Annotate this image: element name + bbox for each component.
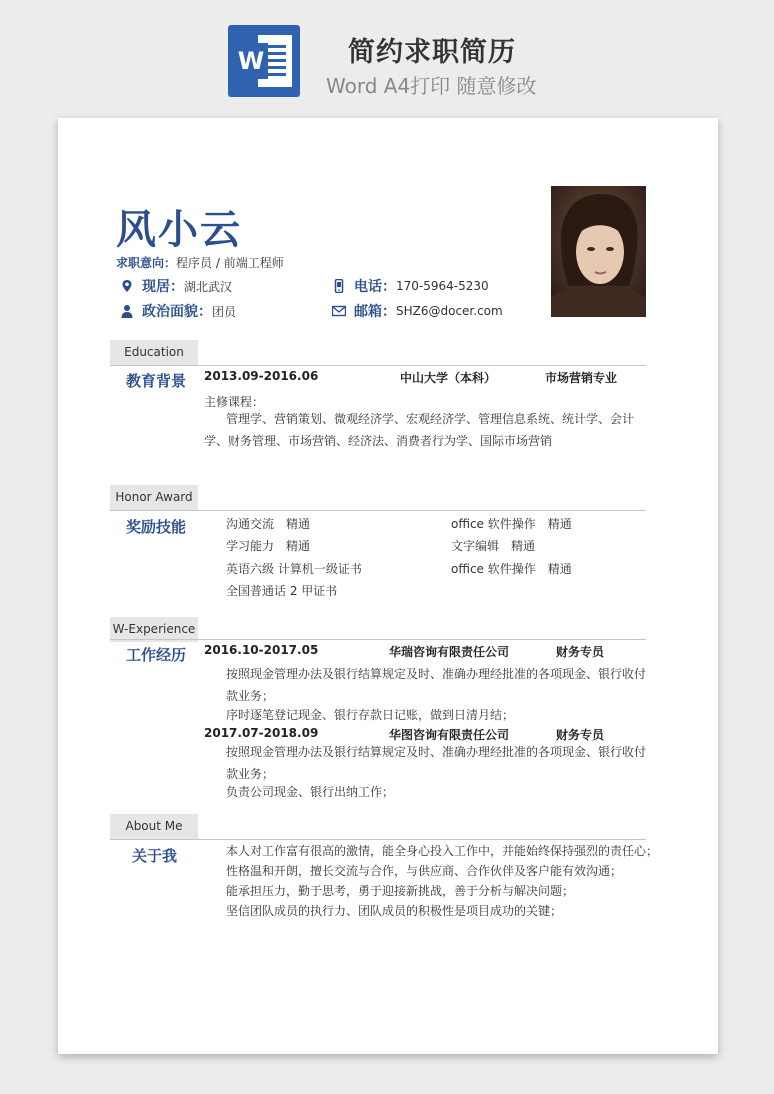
politics-value: 团员 bbox=[212, 304, 237, 319]
skill-item: 学习能力 精通 bbox=[226, 539, 311, 553]
word-logo-icon bbox=[228, 25, 300, 97]
education-divider bbox=[110, 365, 646, 366]
about-title: 关于我 bbox=[132, 847, 178, 865]
skills-title: 奖励技能 bbox=[126, 518, 187, 536]
email-value: SHZ6@docer.com bbox=[396, 304, 503, 318]
job-duty: 按照现金管理办法及银行结算规定及时、准确办理经批准的各项现金、银行收付款业务； bbox=[226, 667, 647, 703]
courses-label: 主修课程： bbox=[204, 395, 265, 409]
job-role: 财务专员 bbox=[556, 645, 605, 659]
banner-subtitle: Word A4打印 随意修改 bbox=[326, 74, 537, 98]
location-row bbox=[120, 276, 232, 296]
skill-item: 沟通交流 精通 bbox=[226, 517, 311, 531]
phone-row bbox=[332, 276, 489, 296]
job-date: 2017.07-2018.09 bbox=[204, 726, 319, 740]
skill-item: office 软件操作 精通 bbox=[451, 517, 572, 531]
email-label: 邮箱： bbox=[354, 304, 396, 320]
about-line: 坚信团队成员的执行力、团队成员的积极性是项目成功的关键； bbox=[226, 904, 563, 918]
job-intent bbox=[116, 254, 284, 271]
education-school: 中山大学（本科） bbox=[400, 371, 497, 385]
location-label: 现居： bbox=[142, 279, 184, 295]
about-me-divider bbox=[110, 839, 646, 840]
about-line: 本人对工作富有很高的激情，能全身心投入工作中，并能始终保持强烈的责任心； bbox=[226, 844, 659, 858]
work-experience-tab: W-Experience bbox=[110, 617, 198, 642]
job-duty: 按照现金管理办法及银行结算规定及时、准确办理经批准的各项现金、银行收付款业务； bbox=[226, 745, 647, 781]
education-tab: Education bbox=[110, 340, 198, 365]
banner-title: 简约求职简历 bbox=[348, 37, 516, 68]
header-banner bbox=[0, 0, 774, 110]
job-intent-label: 求职意向： bbox=[116, 256, 177, 270]
education-date: 2013.09-2016.06 bbox=[204, 369, 319, 383]
about-line: 能承担压力，勤于思考，勇于迎接新挑战，善于分析与解决问题； bbox=[226, 884, 575, 898]
job-date: 2016.10-2017.05 bbox=[204, 643, 319, 657]
job-duty: 序时逐笔登记现金、银行存款日记账，做到日清月结； bbox=[226, 708, 515, 722]
location-pin-icon bbox=[120, 279, 134, 293]
job-role: 财务专员 bbox=[556, 728, 605, 742]
envelope-icon bbox=[332, 304, 346, 318]
word-logo-letter: W bbox=[234, 43, 268, 79]
politics-row bbox=[120, 301, 236, 321]
location-value: 湖北武汉 bbox=[184, 279, 233, 294]
phone-label: 电话： bbox=[354, 279, 396, 295]
courses-text: 管理学、营销策划、微观经济学、宏观经济学、管理信息系统、统计学、会计学、财务管理、市场营销、经济法、消费者行为学、国际市场营销 bbox=[204, 412, 635, 448]
job-company: 华图咨询有限责任公司 bbox=[389, 728, 510, 742]
skill-item: 英语六级 计算机一级证书 bbox=[226, 562, 362, 576]
education-major: 市场营销专业 bbox=[545, 371, 618, 385]
skill-item: office 软件操作 精通 bbox=[451, 562, 572, 576]
candidate-name: 风小云 bbox=[116, 207, 242, 253]
phone-value: 170-5964-5230 bbox=[396, 279, 489, 293]
work-title: 工作经历 bbox=[126, 646, 187, 664]
education-title: 教育背景 bbox=[126, 372, 187, 390]
phone-icon bbox=[332, 279, 346, 293]
job-company: 华瑞咨询有限责任公司 bbox=[389, 645, 510, 659]
about-me-tab: About Me bbox=[110, 814, 198, 839]
job-duty: 负责公司现金、银行出纳工作； bbox=[226, 785, 395, 799]
skill-item: 文字编辑 精通 bbox=[451, 539, 536, 553]
politics-label: 政治面貌： bbox=[142, 304, 212, 320]
honor-award-tab: Honor Award bbox=[110, 485, 198, 510]
resume-page bbox=[58, 118, 718, 1054]
profile-photo bbox=[551, 186, 646, 317]
person-icon bbox=[120, 304, 134, 318]
honor-award-divider bbox=[110, 510, 646, 511]
work-experience-divider bbox=[110, 639, 646, 640]
skill-item: 全国普通话 2 甲证书 bbox=[226, 584, 338, 598]
job-intent-value: 程序员 / 前端工程师 bbox=[176, 256, 284, 270]
email-row bbox=[332, 301, 503, 321]
about-line: 性格温和开朗，擅长交流与合作，与供应商、合作伙伴及客户能有效沟通； bbox=[226, 864, 623, 878]
